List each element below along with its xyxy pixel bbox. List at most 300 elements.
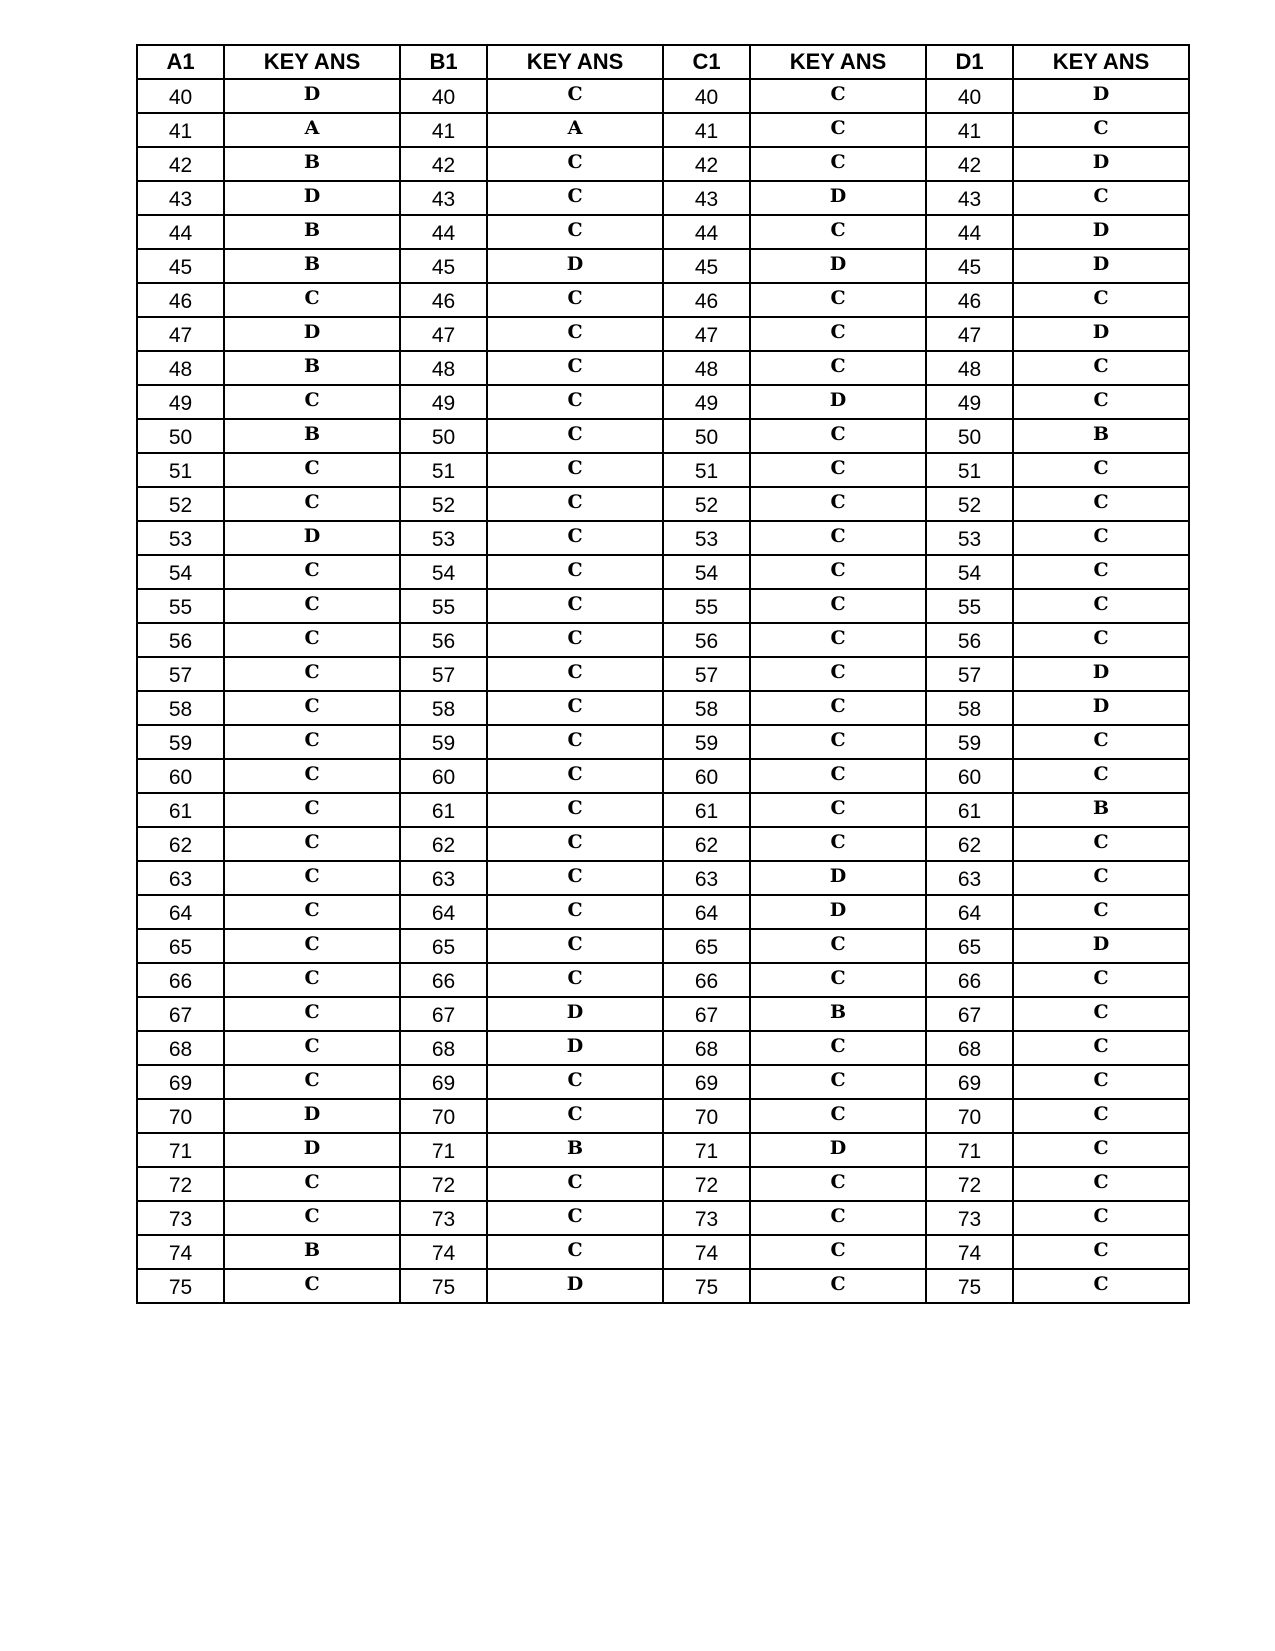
question-number-c1: 42 — [663, 147, 750, 181]
question-number-c1: 67 — [663, 997, 750, 1031]
question-number-a1: 73 — [137, 1201, 224, 1235]
question-number-a1: 48 — [137, 351, 224, 385]
question-number-b1: 56 — [400, 623, 487, 657]
table-row — [137, 317, 1189, 351]
question-number-b1: 67 — [400, 997, 487, 1031]
question-number-d1: 47 — [926, 317, 1013, 351]
key-answer-c1: C — [750, 521, 926, 555]
table-row — [137, 1201, 1189, 1235]
question-number-c1: 41 — [663, 113, 750, 147]
table-row — [137, 147, 1189, 181]
question-number-d1: 67 — [926, 997, 1013, 1031]
question-number-a1: 65 — [137, 929, 224, 963]
key-answer-b1: C — [487, 215, 663, 249]
key-answer-d1: C — [1013, 113, 1189, 147]
question-number-c1: 56 — [663, 623, 750, 657]
table-row — [137, 623, 1189, 657]
question-number-a1: 62 — [137, 827, 224, 861]
question-number-c1: 65 — [663, 929, 750, 963]
question-number-b1: 43 — [400, 181, 487, 215]
key-answer-a1: B — [224, 419, 400, 453]
table-row — [137, 725, 1189, 759]
question-number-d1: 66 — [926, 963, 1013, 997]
table-row — [137, 1065, 1189, 1099]
question-number-c1: 43 — [663, 181, 750, 215]
key-answer-a1: C — [224, 895, 400, 929]
key-answer-b1: C — [487, 1201, 663, 1235]
key-answer-d1: D — [1013, 929, 1189, 963]
key-answer-c1: C — [750, 555, 926, 589]
question-number-c1: 66 — [663, 963, 750, 997]
key-answer-d1: D — [1013, 249, 1189, 283]
question-number-b1: 41 — [400, 113, 487, 147]
question-number-b1: 60 — [400, 759, 487, 793]
table-row — [137, 555, 1189, 589]
question-number-a1: 44 — [137, 215, 224, 249]
key-answer-a1: D — [224, 317, 400, 351]
key-answer-b1: C — [487, 283, 663, 317]
table-row — [137, 1269, 1189, 1303]
key-answer-b1: C — [487, 555, 663, 589]
question-number-b1: 71 — [400, 1133, 487, 1167]
question-number-d1: 59 — [926, 725, 1013, 759]
question-number-b1: 75 — [400, 1269, 487, 1303]
question-number-b1: 52 — [400, 487, 487, 521]
column-header-set-c1: C1 — [663, 45, 750, 79]
key-answer-a1: C — [224, 623, 400, 657]
column-header-set-a1: A1 — [137, 45, 224, 79]
key-answer-b1: C — [487, 589, 663, 623]
question-number-a1: 42 — [137, 147, 224, 181]
table-row — [137, 113, 1189, 147]
question-number-b1: 70 — [400, 1099, 487, 1133]
question-number-b1: 49 — [400, 385, 487, 419]
question-number-a1: 55 — [137, 589, 224, 623]
question-number-a1: 43 — [137, 181, 224, 215]
key-answer-a1: C — [224, 555, 400, 589]
key-answer-c1: C — [750, 1235, 926, 1269]
question-number-a1: 51 — [137, 453, 224, 487]
key-answer-a1: D — [224, 521, 400, 555]
question-number-d1: 72 — [926, 1167, 1013, 1201]
question-number-c1: 58 — [663, 691, 750, 725]
column-header-key-ans: KEY ANS — [1013, 45, 1189, 79]
key-answer-a1: C — [224, 1031, 400, 1065]
key-answer-c1: C — [750, 147, 926, 181]
key-answer-c1: C — [750, 419, 926, 453]
key-answer-b1: C — [487, 487, 663, 521]
question-number-d1: 68 — [926, 1031, 1013, 1065]
question-number-d1: 70 — [926, 1099, 1013, 1133]
key-answer-a1: B — [224, 215, 400, 249]
question-number-c1: 44 — [663, 215, 750, 249]
key-answer-c1: C — [750, 725, 926, 759]
question-number-b1: 50 — [400, 419, 487, 453]
column-header-key-ans: KEY ANS — [487, 45, 663, 79]
key-answer-d1: C — [1013, 181, 1189, 215]
key-answer-c1: C — [750, 691, 926, 725]
table-row — [137, 215, 1189, 249]
header-row — [137, 45, 1189, 79]
key-answer-b1: C — [487, 1065, 663, 1099]
table-row — [137, 861, 1189, 895]
question-number-a1: 61 — [137, 793, 224, 827]
key-answer-a1: B — [224, 351, 400, 385]
question-number-a1: 75 — [137, 1269, 224, 1303]
key-answer-a1: B — [224, 249, 400, 283]
question-number-b1: 57 — [400, 657, 487, 691]
key-answer-d1: C — [1013, 351, 1189, 385]
question-number-c1: 69 — [663, 1065, 750, 1099]
question-number-b1: 64 — [400, 895, 487, 929]
question-number-b1: 55 — [400, 589, 487, 623]
question-number-a1: 40 — [137, 79, 224, 113]
question-number-d1: 56 — [926, 623, 1013, 657]
key-answer-a1: D — [224, 181, 400, 215]
key-answer-a1: C — [224, 963, 400, 997]
key-answer-d1: C — [1013, 1065, 1189, 1099]
key-answer-d1: D — [1013, 215, 1189, 249]
key-answer-d1: C — [1013, 1031, 1189, 1065]
question-number-c1: 45 — [663, 249, 750, 283]
question-number-b1: 62 — [400, 827, 487, 861]
question-number-c1: 52 — [663, 487, 750, 521]
key-answer-c1: C — [750, 963, 926, 997]
question-number-b1: 54 — [400, 555, 487, 589]
question-number-d1: 44 — [926, 215, 1013, 249]
question-number-b1: 65 — [400, 929, 487, 963]
question-number-a1: 69 — [137, 1065, 224, 1099]
key-answer-a1: C — [224, 385, 400, 419]
key-answer-c1: C — [750, 929, 926, 963]
key-answer-d1: B — [1013, 419, 1189, 453]
question-number-d1: 57 — [926, 657, 1013, 691]
key-answer-a1: D — [224, 1099, 400, 1133]
key-answer-a1: A — [224, 113, 400, 147]
key-answer-b1: C — [487, 79, 663, 113]
key-answer-d1: D — [1013, 317, 1189, 351]
key-answer-d1: C — [1013, 895, 1189, 929]
key-answer-c1: C — [750, 589, 926, 623]
question-number-b1: 68 — [400, 1031, 487, 1065]
key-answer-d1: C — [1013, 1269, 1189, 1303]
question-number-d1: 51 — [926, 453, 1013, 487]
question-number-d1: 41 — [926, 113, 1013, 147]
question-number-a1: 53 — [137, 521, 224, 555]
key-answer-a1: C — [224, 657, 400, 691]
key-answer-d1: C — [1013, 453, 1189, 487]
key-answer-b1: C — [487, 623, 663, 657]
question-number-d1: 75 — [926, 1269, 1013, 1303]
question-number-b1: 73 — [400, 1201, 487, 1235]
question-number-a1: 41 — [137, 113, 224, 147]
question-number-a1: 56 — [137, 623, 224, 657]
question-number-d1: 62 — [926, 827, 1013, 861]
question-number-d1: 71 — [926, 1133, 1013, 1167]
key-answer-b1: C — [487, 793, 663, 827]
key-answer-a1: D — [224, 79, 400, 113]
key-answer-b1: C — [487, 1167, 663, 1201]
key-answer-c1: C — [750, 283, 926, 317]
column-header-key-ans: KEY ANS — [750, 45, 926, 79]
question-number-c1: 59 — [663, 725, 750, 759]
question-number-d1: 63 — [926, 861, 1013, 895]
key-answer-b1: C — [487, 385, 663, 419]
question-number-a1: 45 — [137, 249, 224, 283]
key-answer-a1: C — [224, 725, 400, 759]
key-answer-d1: C — [1013, 1099, 1189, 1133]
question-number-b1: 48 — [400, 351, 487, 385]
key-answer-c1: C — [750, 453, 926, 487]
table-row — [137, 1167, 1189, 1201]
key-answer-c1: C — [750, 759, 926, 793]
question-number-b1: 53 — [400, 521, 487, 555]
question-number-d1: 52 — [926, 487, 1013, 521]
question-number-b1: 42 — [400, 147, 487, 181]
answer-key-body — [137, 79, 1189, 1303]
key-answer-b1: C — [487, 725, 663, 759]
key-answer-c1: B — [750, 997, 926, 1031]
question-number-c1: 53 — [663, 521, 750, 555]
question-number-a1: 58 — [137, 691, 224, 725]
key-answer-b1: C — [487, 147, 663, 181]
table-row — [137, 827, 1189, 861]
question-number-c1: 75 — [663, 1269, 750, 1303]
key-answer-b1: D — [487, 249, 663, 283]
key-answer-c1: C — [750, 793, 926, 827]
question-number-b1: 47 — [400, 317, 487, 351]
question-number-d1: 65 — [926, 929, 1013, 963]
key-answer-a1: B — [224, 1235, 400, 1269]
question-number-d1: 61 — [926, 793, 1013, 827]
question-number-d1: 49 — [926, 385, 1013, 419]
question-number-c1: 64 — [663, 895, 750, 929]
key-answer-c1: C — [750, 623, 926, 657]
key-answer-d1: C — [1013, 725, 1189, 759]
question-number-a1: 59 — [137, 725, 224, 759]
question-number-d1: 45 — [926, 249, 1013, 283]
key-answer-a1: C — [224, 589, 400, 623]
key-answer-d1: C — [1013, 759, 1189, 793]
table-row — [137, 657, 1189, 691]
key-answer-a1: C — [224, 283, 400, 317]
question-number-a1: 46 — [137, 283, 224, 317]
key-answer-d1: C — [1013, 555, 1189, 589]
key-answer-d1: C — [1013, 861, 1189, 895]
question-number-c1: 62 — [663, 827, 750, 861]
key-answer-b1: C — [487, 861, 663, 895]
question-number-d1: 42 — [926, 147, 1013, 181]
question-number-c1: 70 — [663, 1099, 750, 1133]
table-row — [137, 1133, 1189, 1167]
table-row — [137, 283, 1189, 317]
answer-key-table — [136, 44, 1190, 1304]
question-number-c1: 74 — [663, 1235, 750, 1269]
key-answer-c1: C — [750, 1269, 926, 1303]
table-row — [137, 759, 1189, 793]
question-number-a1: 71 — [137, 1133, 224, 1167]
key-answer-b1: C — [487, 929, 663, 963]
question-number-d1: 73 — [926, 1201, 1013, 1235]
question-number-c1: 50 — [663, 419, 750, 453]
key-answer-b1: C — [487, 1235, 663, 1269]
question-number-c1: 71 — [663, 1133, 750, 1167]
key-answer-a1: C — [224, 827, 400, 861]
key-answer-d1: C — [1013, 997, 1189, 1031]
key-answer-a1: C — [224, 1201, 400, 1235]
question-number-d1: 40 — [926, 79, 1013, 113]
question-number-c1: 40 — [663, 79, 750, 113]
question-number-b1: 46 — [400, 283, 487, 317]
question-number-c1: 73 — [663, 1201, 750, 1235]
question-number-b1: 74 — [400, 1235, 487, 1269]
table-row — [137, 249, 1189, 283]
question-number-a1: 54 — [137, 555, 224, 589]
key-answer-c1: C — [750, 657, 926, 691]
key-answer-b1: C — [487, 827, 663, 861]
question-number-b1: 61 — [400, 793, 487, 827]
question-number-a1: 68 — [137, 1031, 224, 1065]
key-answer-a1: C — [224, 929, 400, 963]
key-answer-a1: C — [224, 691, 400, 725]
question-number-b1: 72 — [400, 1167, 487, 1201]
question-number-c1: 63 — [663, 861, 750, 895]
question-number-b1: 66 — [400, 963, 487, 997]
key-answer-a1: C — [224, 759, 400, 793]
table-row — [137, 181, 1189, 215]
key-answer-d1: D — [1013, 147, 1189, 181]
key-answer-c1: C — [750, 79, 926, 113]
question-number-d1: 64 — [926, 895, 1013, 929]
key-answer-a1: C — [224, 1167, 400, 1201]
table-row — [137, 929, 1189, 963]
table-row — [137, 589, 1189, 623]
key-answer-d1: C — [1013, 1235, 1189, 1269]
key-answer-c1: C — [750, 1065, 926, 1099]
question-number-c1: 49 — [663, 385, 750, 419]
key-answer-a1: C — [224, 487, 400, 521]
question-number-a1: 60 — [137, 759, 224, 793]
question-number-b1: 63 — [400, 861, 487, 895]
key-answer-b1: C — [487, 351, 663, 385]
question-number-a1: 49 — [137, 385, 224, 419]
key-answer-a1: C — [224, 793, 400, 827]
question-number-b1: 58 — [400, 691, 487, 725]
table-row — [137, 419, 1189, 453]
key-answer-a1: D — [224, 1133, 400, 1167]
question-number-d1: 74 — [926, 1235, 1013, 1269]
key-answer-b1: C — [487, 317, 663, 351]
table-row — [137, 895, 1189, 929]
key-answer-d1: C — [1013, 385, 1189, 419]
key-answer-b1: C — [487, 691, 663, 725]
table-row — [137, 997, 1189, 1031]
key-answer-b1: A — [487, 113, 663, 147]
question-number-a1: 57 — [137, 657, 224, 691]
question-number-a1: 64 — [137, 895, 224, 929]
key-answer-c1: C — [750, 1167, 926, 1201]
key-answer-d1: C — [1013, 827, 1189, 861]
question-number-c1: 47 — [663, 317, 750, 351]
key-answer-c1: C — [750, 113, 926, 147]
key-answer-c1: C — [750, 351, 926, 385]
key-answer-d1: C — [1013, 1133, 1189, 1167]
key-answer-b1: C — [487, 453, 663, 487]
key-answer-a1: C — [224, 1269, 400, 1303]
table-row — [137, 1099, 1189, 1133]
question-number-b1: 69 — [400, 1065, 487, 1099]
question-number-a1: 63 — [137, 861, 224, 895]
key-answer-b1: D — [487, 1269, 663, 1303]
question-number-b1: 45 — [400, 249, 487, 283]
question-number-a1: 47 — [137, 317, 224, 351]
key-answer-c1: C — [750, 487, 926, 521]
key-answer-b1: C — [487, 181, 663, 215]
key-answer-b1: D — [487, 997, 663, 1031]
question-number-b1: 40 — [400, 79, 487, 113]
column-header-set-d1: D1 — [926, 45, 1013, 79]
question-number-c1: 48 — [663, 351, 750, 385]
key-answer-b1: C — [487, 657, 663, 691]
key-answer-b1: B — [487, 1133, 663, 1167]
key-answer-d1: C — [1013, 589, 1189, 623]
question-number-a1: 72 — [137, 1167, 224, 1201]
question-number-a1: 67 — [137, 997, 224, 1031]
key-answer-d1: C — [1013, 487, 1189, 521]
key-answer-c1: C — [750, 1201, 926, 1235]
key-answer-b1: C — [487, 1099, 663, 1133]
question-number-a1: 66 — [137, 963, 224, 997]
key-answer-d1: C — [1013, 283, 1189, 317]
table-row — [137, 691, 1189, 725]
question-number-b1: 59 — [400, 725, 487, 759]
key-answer-b1: C — [487, 759, 663, 793]
table-row — [137, 351, 1189, 385]
question-number-d1: 48 — [926, 351, 1013, 385]
key-answer-c1: C — [750, 317, 926, 351]
key-answer-a1: B — [224, 147, 400, 181]
question-number-d1: 53 — [926, 521, 1013, 555]
table-row — [137, 963, 1189, 997]
question-number-d1: 69 — [926, 1065, 1013, 1099]
question-number-c1: 51 — [663, 453, 750, 487]
key-answer-c1: C — [750, 827, 926, 861]
key-answer-d1: D — [1013, 691, 1189, 725]
table-row — [137, 453, 1189, 487]
key-answer-d1: D — [1013, 79, 1189, 113]
question-number-d1: 55 — [926, 589, 1013, 623]
question-number-c1: 57 — [663, 657, 750, 691]
key-answer-c1: C — [750, 215, 926, 249]
question-number-d1: 58 — [926, 691, 1013, 725]
question-number-a1: 50 — [137, 419, 224, 453]
key-answer-a1: C — [224, 861, 400, 895]
key-answer-d1: C — [1013, 521, 1189, 555]
table-row — [137, 793, 1189, 827]
key-answer-a1: C — [224, 1065, 400, 1099]
table-row — [137, 1235, 1189, 1269]
question-number-c1: 55 — [663, 589, 750, 623]
question-number-a1: 70 — [137, 1099, 224, 1133]
question-number-c1: 60 — [663, 759, 750, 793]
question-number-d1: 46 — [926, 283, 1013, 317]
key-answer-c1: D — [750, 181, 926, 215]
question-number-a1: 52 — [137, 487, 224, 521]
key-answer-d1: C — [1013, 1167, 1189, 1201]
question-number-d1: 60 — [926, 759, 1013, 793]
key-answer-d1: C — [1013, 963, 1189, 997]
question-number-b1: 44 — [400, 215, 487, 249]
